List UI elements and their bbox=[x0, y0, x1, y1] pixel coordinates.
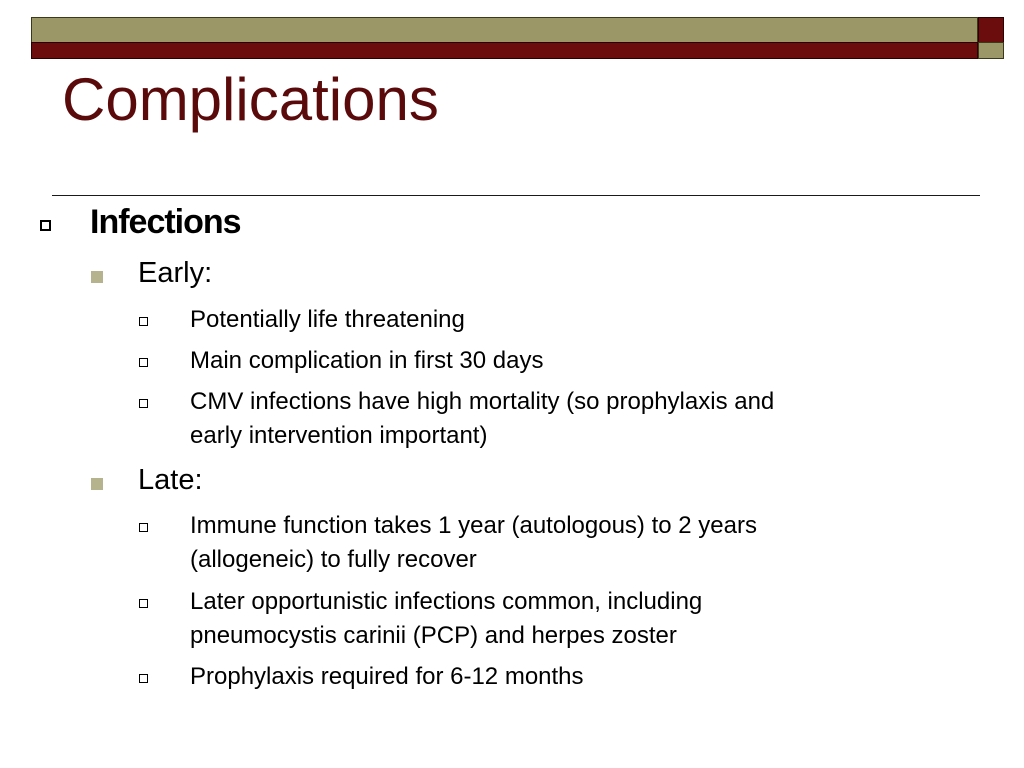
square-bullet-icon bbox=[91, 478, 103, 490]
slide-title: Complications bbox=[62, 66, 439, 133]
heading-infections: Infections bbox=[90, 203, 241, 241]
late-point-continuation: (allogeneic) to fully recover bbox=[190, 546, 477, 573]
hollow-square-bullet-icon bbox=[139, 523, 148, 532]
hollow-square-bullet-icon bbox=[139, 674, 148, 683]
late-point: Later opportunistic infections common, including bbox=[190, 588, 703, 615]
late-point: Prophylaxis required for 6-12 months bbox=[190, 663, 584, 690]
late-point-continuation: pneumocystis carinii (PCP) and herpes zoster bbox=[190, 622, 677, 649]
hollow-square-bullet-icon bbox=[139, 317, 148, 326]
early-point: Main complication in first 30 days bbox=[190, 347, 544, 374]
hollow-square-bullet-icon bbox=[139, 399, 148, 408]
subheading-late: Late: bbox=[138, 464, 203, 496]
hollow-square-bullet-icon bbox=[40, 220, 51, 231]
hollow-square-bullet-icon bbox=[139, 358, 148, 367]
early-point-continuation: early intervention important) bbox=[190, 422, 488, 449]
late-point: Immune function takes 1 year (autologous) to 2 years bbox=[190, 512, 757, 539]
early-point: Potentially life threatening bbox=[190, 306, 465, 333]
subheading-early: Early: bbox=[138, 257, 213, 289]
square-bullet-icon bbox=[91, 271, 103, 283]
hollow-square-bullet-icon bbox=[139, 599, 148, 608]
early-point: CMV infections have high mortality (so prophylaxis and bbox=[190, 388, 775, 415]
